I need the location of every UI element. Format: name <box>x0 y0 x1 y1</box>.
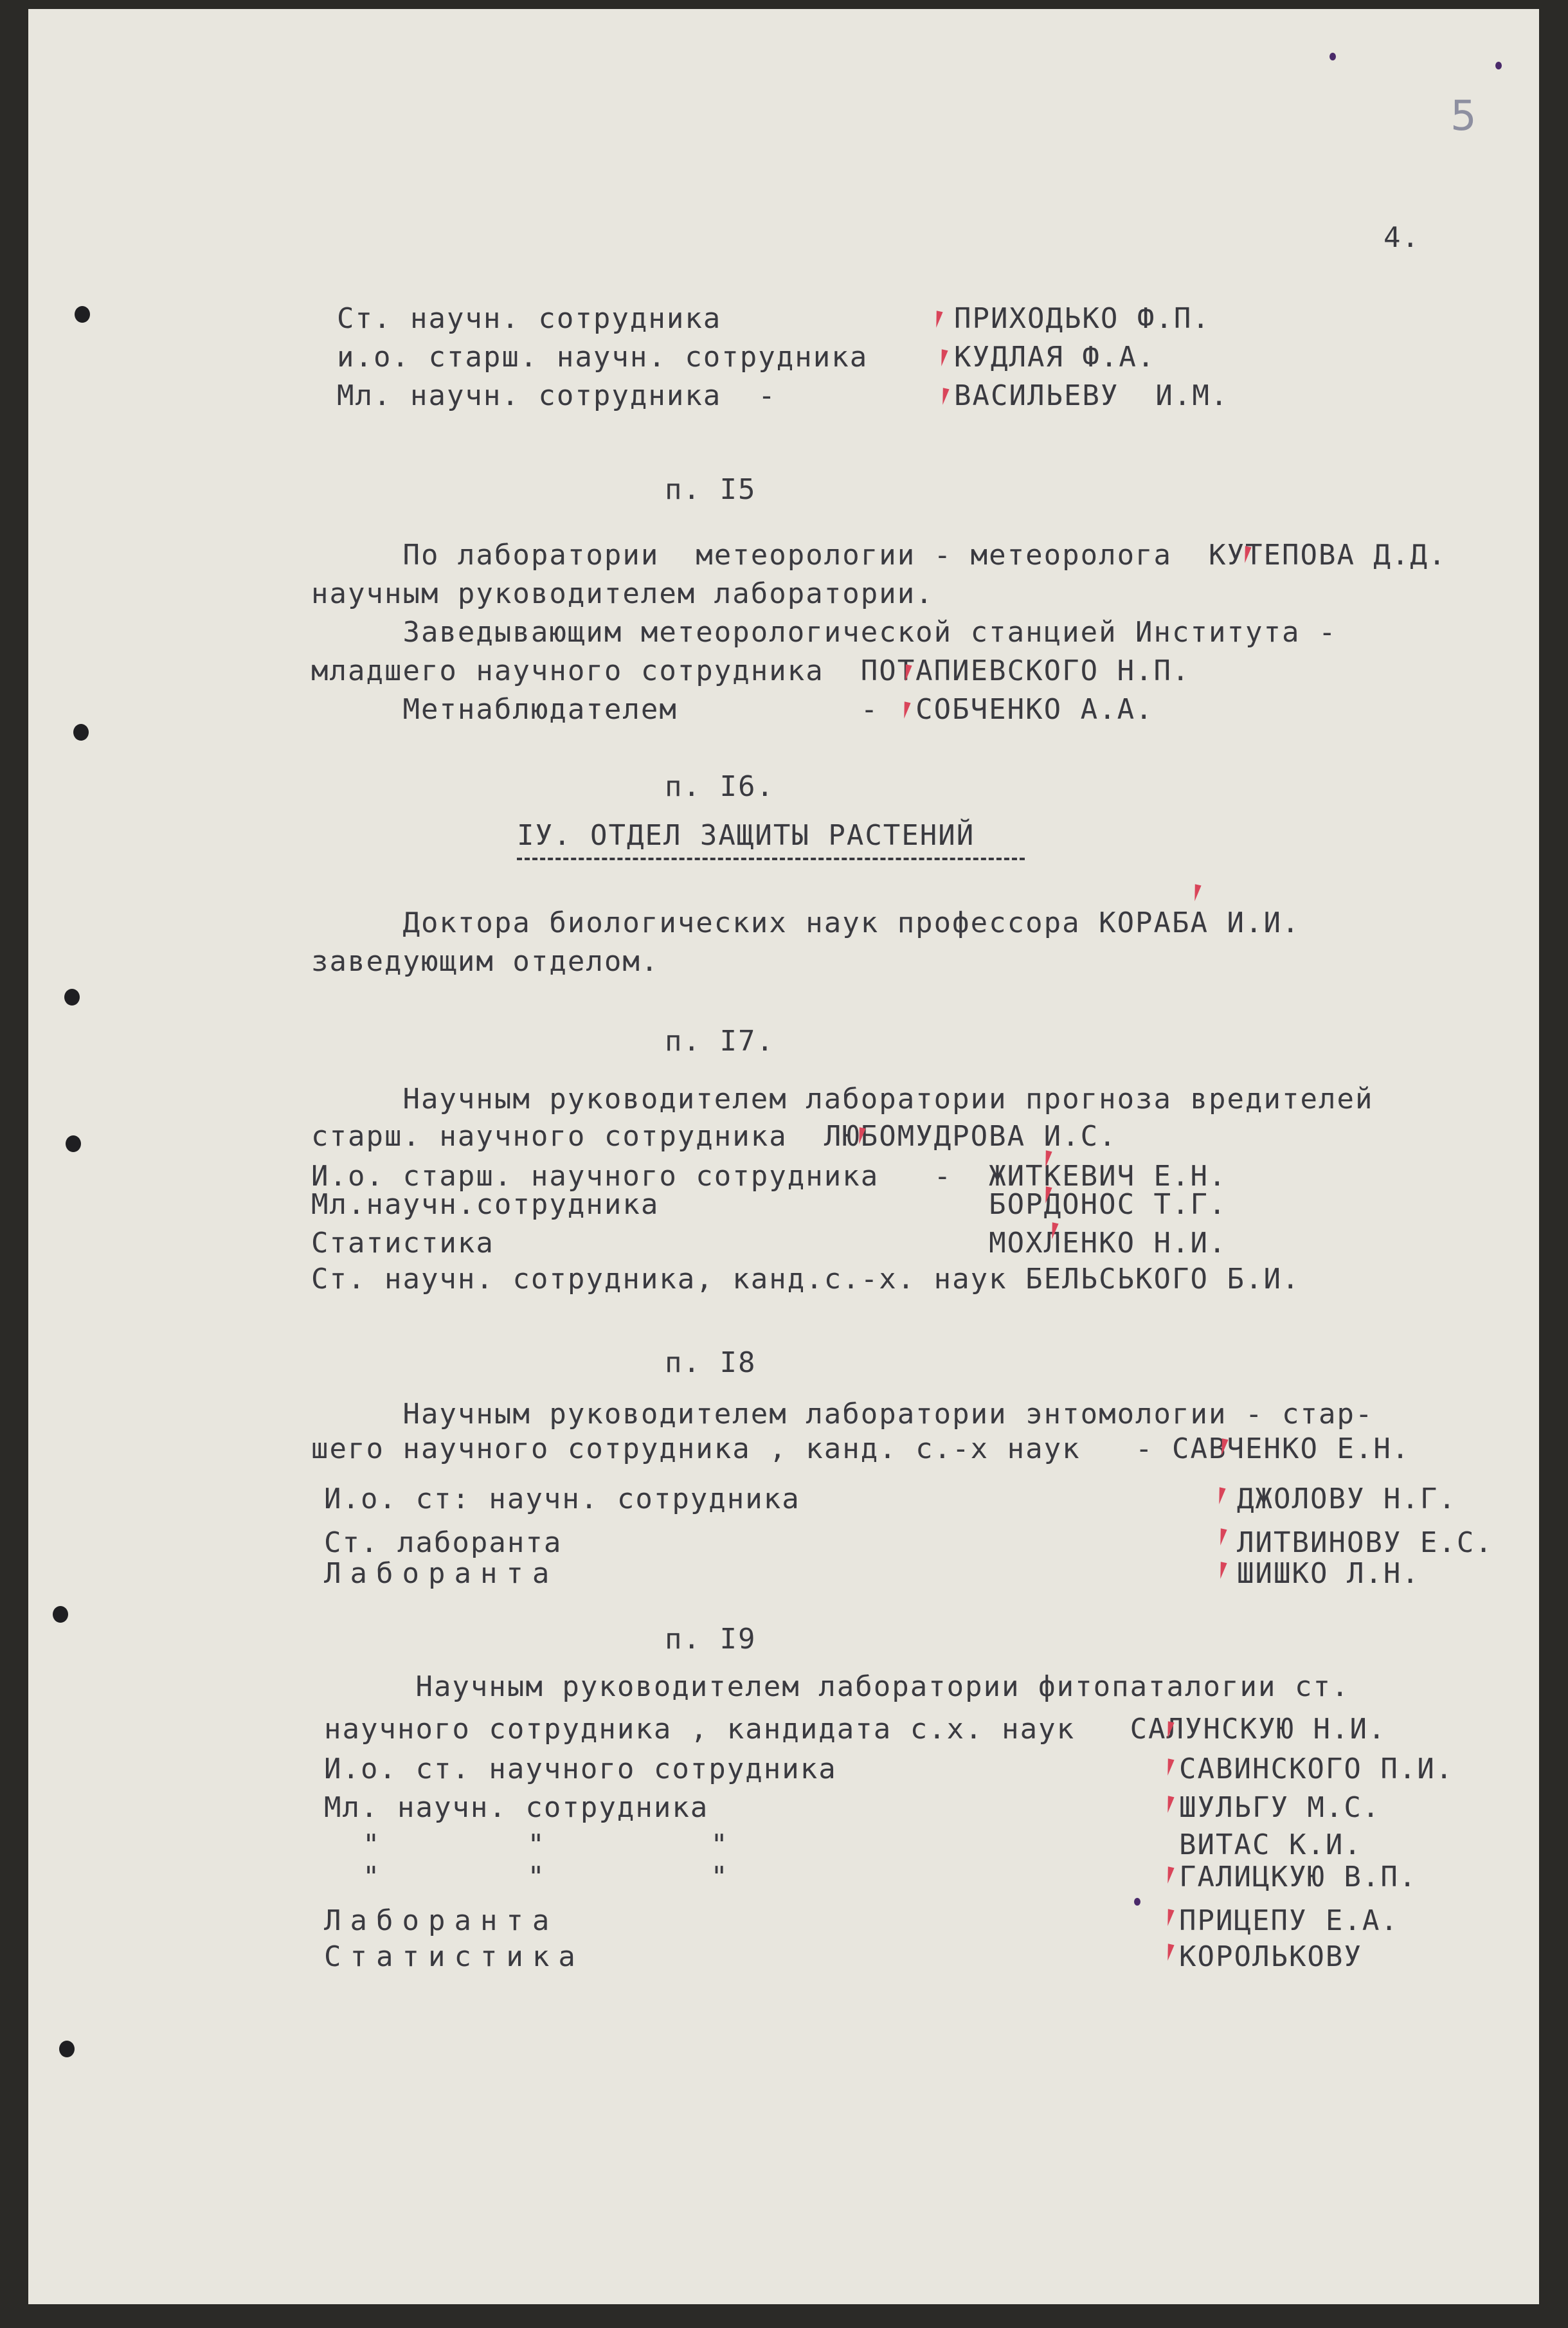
punch-hole <box>75 306 90 323</box>
check-mark <box>1217 1528 1227 1546</box>
paragraph-line: научного сотрудника , кандидата с.х. наук САЛУНСКУЮ Н.И. <box>324 1713 1387 1746</box>
paragraph-heading: п. І8 <box>665 1346 757 1379</box>
punch-hole <box>66 1135 81 1152</box>
punch-hole <box>53 1606 68 1623</box>
paragraph-line: Заведывающим метеорологической станцией Института - <box>311 616 1337 649</box>
position-label: и.о. старш. научн. сотрудника <box>337 341 869 374</box>
check-mark <box>939 388 949 406</box>
employee-name: ВИТАС К.И. <box>1179 1828 1362 1861</box>
ditto-marks: " " " <box>363 1861 729 1893</box>
paragraph-line: младшего научного сотрудника ПОТАПИЕВСКОГО Н.П. <box>311 654 1191 687</box>
paragraph-line: Статистика МОХЛЕНКО Н.И. <box>311 1227 1227 1259</box>
employee-name: ПРИХОДЬКО Ф.П. <box>954 302 1211 335</box>
ink-dot <box>1134 1898 1140 1906</box>
paragraph-line: Мл.научн.сотрудника БОРДОНОС Т.Г. <box>311 1188 1227 1221</box>
punch-hole <box>73 724 89 741</box>
position-label: Ст. научн. сотрудника <box>337 302 722 335</box>
paragraph-line: По лаборатории метеорологии - метеоролога КУТЕПОВА Д.Д. <box>311 539 1447 572</box>
position-label: Ст. лаборанта <box>324 1526 563 1559</box>
paragraph-heading: п. І5 <box>665 473 757 506</box>
paragraph-line: Научным руководителем лаборатории прогноза вредителей <box>311 1083 1374 1115</box>
employee-name: ЛИТВИНОВУ Е.С. <box>1237 1526 1493 1559</box>
paragraph-line: старш. научного сотрудника ЛЮБОМУДРОВА И.С. <box>311 1120 1117 1153</box>
paragraph-line: Доктора биологических наук профессора КОРАБА И.И. <box>311 907 1301 939</box>
position-label: Лаборанта <box>324 1557 559 1590</box>
check-mark <box>933 311 942 329</box>
position-label: И.о. ст: научн. сотрудника <box>324 1483 800 1515</box>
archive-page-note: 5 <box>1450 93 1477 140</box>
employee-name: ШУЛЬГУ М.С. <box>1179 1791 1381 1824</box>
position-label: Мл. научн. сотрудника - <box>337 379 777 412</box>
employee-name: ВАСИЛЬЕВУ И.М. <box>954 379 1229 412</box>
punch-hole <box>64 989 80 1006</box>
paragraph-heading: п. І7. <box>665 1025 775 1058</box>
position-label: Лаборанта <box>324 1904 559 1937</box>
section-title: ІУ. ОТДЕЛ ЗАЩИТЫ РАСТЕНИЙ <box>517 819 975 852</box>
paragraph-line: научным руководителем лаборатории. <box>311 577 934 610</box>
paragraph-line: заведующим отделом. <box>311 945 660 978</box>
paragraph-line: Научным руководителем лаборатории энтомологии - стар- <box>311 1398 1374 1430</box>
page-number: 4. <box>1383 221 1420 254</box>
position-label: Мл. научн. сотрудника <box>324 1791 709 1824</box>
employee-name: ШИШКО Л.Н. <box>1237 1557 1420 1590</box>
document-page <box>28 9 1539 2304</box>
ink-dot <box>1495 62 1502 69</box>
check-mark <box>1164 1909 1174 1927</box>
paragraph-line: И.о. старш. научного сотрудника - ЖИТКЕВИЧ Е.Н. <box>311 1160 1227 1193</box>
check-mark <box>938 349 948 367</box>
check-mark <box>1164 1866 1174 1884</box>
employee-name: САВИНСКОГО П.И. <box>1179 1753 1454 1785</box>
paragraph-line: Ст. научн. сотрудника, канд.с.-х. наук БЕЛЬСЬКОГО Б.И. <box>311 1263 1301 1295</box>
paragraph-heading: п. І6. <box>665 770 775 803</box>
check-mark <box>1216 1487 1225 1505</box>
check-mark <box>1164 1944 1174 1962</box>
ink-dot <box>1329 53 1336 60</box>
ditto-marks: " " " <box>363 1828 729 1861</box>
employee-name: ДЖОЛОВУ Н.Г. <box>1237 1483 1457 1515</box>
check-mark <box>1191 884 1201 902</box>
employee-name: ГАЛИЦКУЮ В.П. <box>1179 1861 1418 1893</box>
check-mark <box>1164 1758 1174 1776</box>
paragraph-line: шего научного сотрудника , канд. с.-х наук - САВЧЕНКО Е.Н. <box>311 1432 1410 1465</box>
paragraph-line: Метнаблюдателем - СОБЧЕНКО А.А. <box>311 693 1154 726</box>
position-label: И.о. ст. научного сотрудника <box>324 1753 837 1785</box>
paragraph-line: Научным руководителем лаборатории фитопаталогии ст. <box>324 1670 1350 1703</box>
employee-name: КОРОЛЬКОВУ <box>1179 1940 1362 1973</box>
employee-name: ПРИЦЕПУ Е.А. <box>1179 1904 1399 1937</box>
punch-hole <box>59 2041 75 2057</box>
check-mark <box>1217 1562 1227 1580</box>
position-label: Статистика <box>324 1940 584 1973</box>
employee-name: КУДЛАЯ Ф.А. <box>954 341 1156 374</box>
check-mark <box>1164 1796 1174 1814</box>
paragraph-heading: п. І9 <box>665 1623 757 1656</box>
section-title-underline <box>517 858 1025 860</box>
